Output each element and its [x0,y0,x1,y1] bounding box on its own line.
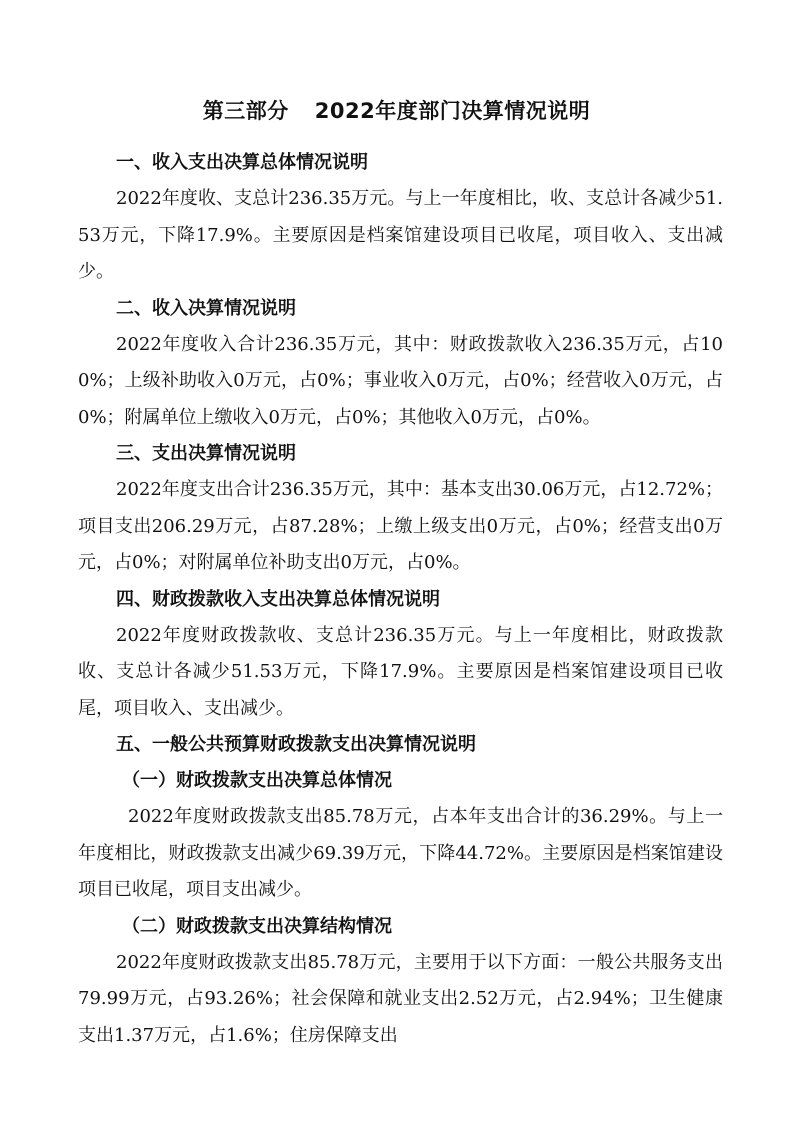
title-main-text: 2022年度部门决算情况说明 [314,99,591,123]
subsection-heading-structure: （二）财政拨款支出决算结构情况 [122,915,392,937]
section-heading-expenditure: 三、支出决算情况说明 [116,443,296,464]
section-paragraph-expenditure: 2022年度支出合计236.35万元，其中：基本支出30.06万元，占12.72%；项目支出206.29万元，占87.28%；上缴上级支出0万元，占0%；经营支出0万元，占0%；对附属单位补助支出0万元，占0%。 [78,479,723,573]
document-body [78,145,723,1054]
section-heading-overall: 一、收入支出决算总体情况说明 [116,152,368,173]
section-paragraph-fiscal-allocation: 2022年度财政拨款收、支总计236.35万元。与上一年度相比，财政拨款收、支总计各减少51.53万元，下降17.9%。主要原因是档案馆建设项目已收尾，项目收入、支出减少。 [78,624,723,719]
title-part-label: 第三部分 [202,99,289,123]
section-heading-income: 二、收入决算情况说明 [116,297,296,319]
page-title [0,95,793,127]
section-paragraph-overall: 2022年度收、支总计236.35万元。与上一年度相比，收、支总计各减少51.53万元，下降17.9%。主要原因是档案馆建设项目已收尾，项目收入、支出减少。 [78,188,723,282]
subsection-paragraph-structure: 2022年度财政拨款支出85.78万元，主要用于以下方面：一般公共服务支出79.99万元，占93.26%；社会保障和就业支出2.52万元，占2.94%；卫生健康支出1.37万元，占1.6%；住房保障支出 [78,951,723,1046]
subsection-heading-overall: （一）财政拨款支出决算总体情况 [122,770,392,791]
section-heading-fiscal-allocation: 四、财政拨款收入支出决算总体情况说明 [116,588,440,610]
section-paragraph-income: 2022年度收入合计236.35万元，其中：财政拨款收入236.35万元，占100%；上级补助收入0万元，占0%；事业收入0万元，占0%；经营收入0万元，占0%；附属单位上缴收入0万元，占0%；其他收入0万元，占0%。 [78,333,723,428]
subsection-paragraph-overall: 2022年度财政拨款支出85.78万元，占本年支出合计的36.29%。与上一年度相比，财政拨款支出减少69.39万元，下降44.72%。主要原因是档案馆建设项目已收尾，项目支出减少。 [78,806,723,900]
section-heading-general-budget: 五、一般公共预算财政拨款支出决算情况说明 [116,734,476,755]
